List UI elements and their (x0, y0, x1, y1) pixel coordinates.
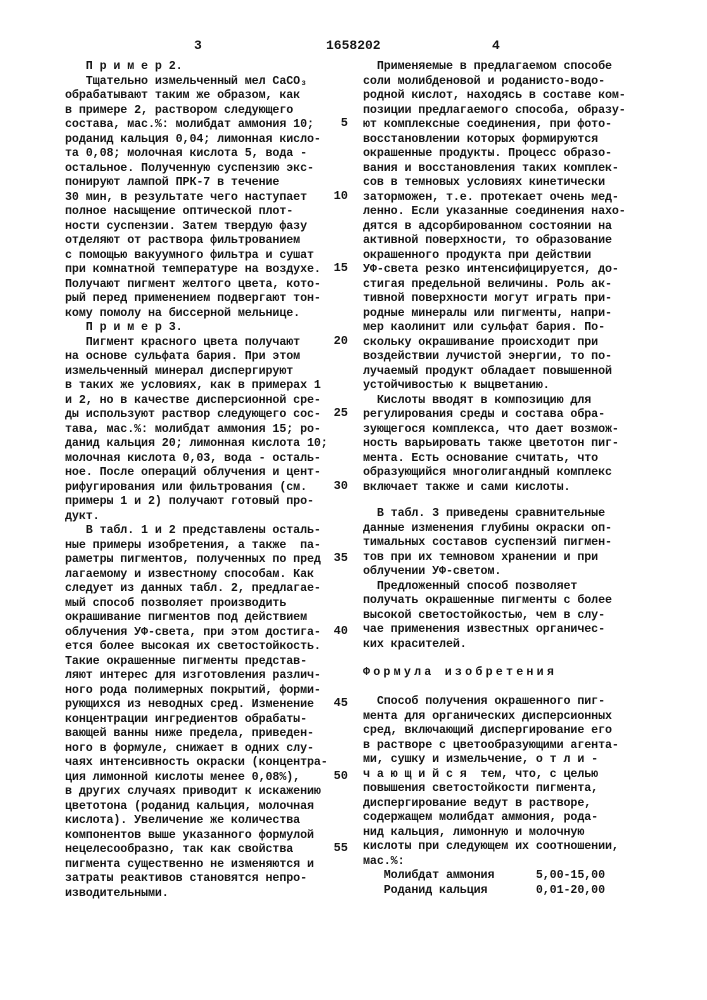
claim-line: кислоты при следующем их соотношении, (363, 839, 619, 854)
text-line: облучении УФ-светом. (363, 564, 612, 579)
text-line: ких красителей. (363, 637, 612, 652)
text-line: лагаемому и известному способам. Как (65, 567, 350, 582)
text-line: состава, мас.%: молибдат аммония 10; (65, 117, 350, 132)
claim-line: содержащем молибдат аммония, рода- (363, 810, 619, 825)
page-number-right: 4 (492, 38, 500, 53)
text-line: тов при их темновом хранении и при (363, 550, 612, 565)
claim-line: Способ получения окрашенного пиг- (363, 694, 619, 709)
text-line: и 2, но в качестве дисперсионной сре- (65, 393, 350, 408)
text-line: В табл. 1 и 2 представлены осталь- (65, 523, 350, 538)
text-line: Такие окрашенные пигменты представ- (65, 654, 350, 669)
text-line: чае применения известных органичес- (363, 622, 612, 637)
text-line: молочная кислота 0,03, вода - осталь- (65, 451, 350, 466)
line-number: 20 (328, 334, 348, 348)
text-line: тивной поверхности могут играть при- (363, 291, 626, 306)
text-line: данид кальция 20; лимонная кислота 10; (65, 436, 350, 451)
text-line: активной поверхности, то образование (363, 233, 626, 248)
claim-line: Молибдат аммония 5,00-15,00 (363, 868, 619, 883)
text-line: регулирования среды и состава обра- (363, 407, 626, 422)
text-line: восстановлении которых формируются (363, 132, 626, 147)
text-line: цветотона (роданид кальция, молочная (65, 799, 350, 814)
line-number: 35 (328, 551, 348, 565)
text-line: дятся в адсорбированном состоянии на (363, 219, 626, 234)
text-line: позиции предлагаемого способа, образу- (363, 103, 626, 118)
text-line: пигмента существенно не изменяются и (65, 857, 350, 872)
line-number: 25 (328, 406, 348, 420)
text-line: ные примеры изобретения, а также па- (65, 538, 350, 553)
text-line: на основе сульфата бария. При этом (65, 349, 350, 364)
description-continued (363, 59, 626, 494)
text-line: ляют интерес для изготовления различ- (65, 668, 350, 683)
text-line: ется более высокая их светостойкость. (65, 639, 350, 654)
left-column (65, 59, 350, 900)
text-line: в таких же условиях, как в примерах 1 (65, 378, 350, 393)
text-line: родные минералы или пигменты, напри- (363, 306, 626, 321)
text-line: УФ-света резко интенсифицируется, до- (363, 262, 626, 277)
line-number: 40 (328, 624, 348, 638)
text-line: П р и м е р 2. (65, 59, 350, 74)
text-line: концентрации ингредиентов обрабаты- (65, 712, 350, 727)
line-number: 50 (328, 769, 348, 783)
text-line: П р и м е р 3. (65, 320, 350, 335)
claim-line: повышения светостойкости пигмента, (363, 781, 619, 796)
page-number-left: 3 (194, 38, 202, 53)
text-line: ного в формуле, снижает в одних слу- (65, 741, 350, 756)
claim-line: сред, включающий диспергирование его (363, 723, 619, 738)
text-line: остальное. Полученную суспензию экс- (65, 161, 350, 176)
line-number: 55 (328, 841, 348, 855)
line-number: 30 (328, 479, 348, 493)
text-line: следует из данных табл. 2, предлагае- (65, 581, 350, 596)
text-line: сов в темновых условиях кинетически (363, 175, 626, 190)
text-line: рый перед применением подвергают тон- (65, 291, 350, 306)
text-line: Получают пигмент желтого цвета, кото- (65, 277, 350, 292)
claim-line: мента для органических дисперсионных (363, 709, 619, 724)
text-line: окрашивание пигментов под действием (65, 610, 350, 625)
text-line: мента. Есть основание считать, что (363, 451, 626, 466)
text-line: 30 мин, в результате чего наступает (65, 190, 350, 205)
text-line: Кислоты вводят в композицию для (363, 393, 626, 408)
text-line: та 0,08; молочная кислота 5, вода - (65, 146, 350, 161)
text-line: окрашенные продукты. Процесс образо- (363, 146, 626, 161)
line-number: 5 (328, 116, 348, 130)
text-line: Предложенный способ позволяет (363, 579, 612, 594)
text-line: обрабатывают таким же образом, как (65, 88, 350, 103)
text-line: затраты реактивов становятся непро- (65, 871, 350, 886)
text-line: ленно. Если указанные соединения нахо- (363, 204, 626, 219)
line-number: 45 (328, 696, 348, 710)
text-line: полное насыщение оптической плот- (65, 204, 350, 219)
text-line: измельченный минерал диспергируют (65, 364, 350, 379)
text-line: заторможен, т.е. протекает очень мед- (363, 190, 626, 205)
text-line: образующийся многолигандный комплекс (363, 465, 626, 480)
text-line: чаях интенсивность окраски (концентра- (65, 755, 350, 770)
text-line: соли молибденовой и роданисто-водо- (363, 74, 626, 89)
text-line: данные изменения глубины окраски оп- (363, 521, 612, 536)
claim-line: Роданид кальция 0,01-20,00 (363, 883, 619, 898)
text-line: ное. После операций облучения и цент- (65, 465, 350, 480)
text-line: тава, мас.%: молибдат аммония 15; ро- (65, 422, 350, 437)
text-line: стигая предельной величины. Роль ак- (363, 277, 626, 292)
text-line: компонентов выше указанного формулой (65, 828, 350, 843)
text-line: дукт. (65, 509, 350, 524)
claim-line: мас.%: (363, 854, 619, 869)
text-line: тимальных составов суспензий пигмен- (363, 535, 612, 550)
text-line: в примере 2, раствором следующего (65, 103, 350, 118)
text-line: получать окрашенные пигменты с более (363, 593, 612, 608)
text-line: ют комплексные соединения, при фото- (363, 117, 626, 132)
text-line: устойчивостью к выцветанию. (363, 378, 626, 393)
text-line: примеры 1 и 2) получают готовый про- (65, 494, 350, 509)
claim-line: диспергирование ведут в растворе, (363, 796, 619, 811)
text-line: рифугирования или фильтрования (см. (65, 480, 350, 495)
text-line: Применяемые в предлагаемом способе (363, 59, 626, 74)
text-line: скольку окрашивание происходит при (363, 335, 626, 350)
text-line: облучения УФ-света, при этом достига- (65, 625, 350, 640)
text-line: лучаемый продукт обладает повышенной (363, 364, 626, 379)
patent-number: 1658202 (326, 38, 381, 53)
text-line: при комнатной температуре на воздухе. (65, 262, 350, 277)
claim-line: ч а ю щ и й с я тем, что, с целью (363, 767, 619, 782)
line-number: 10 (328, 189, 348, 203)
line-number: 15 (328, 261, 348, 275)
text-line: с помощью вакуумного фильтра и сушат (65, 248, 350, 263)
claim-line: нид кальция, лимонную и молочную (363, 825, 619, 840)
text-line: в других случаях приводит к искажению (65, 784, 350, 799)
text-line: ность варьировать также цветотон пиг- (363, 436, 626, 451)
text-line: ды используют раствор следующего сос- (65, 407, 350, 422)
table-reference-paragraph (363, 506, 612, 651)
text-line: зующегося комплекса, что дает возмож- (363, 422, 626, 437)
text-line: рующихся из неводных сред. Изменение (65, 697, 350, 712)
text-line: ности суспензии. Затем твердую фазу (65, 219, 350, 234)
formula-heading: Формула изобретения (363, 665, 557, 679)
text-line: кому помолу на биссерной мельнице. (65, 306, 350, 321)
text-line: вания и восстановления таких комплек- (363, 161, 626, 176)
text-line: Пигмент красного цвета получают (65, 335, 350, 350)
text-line: раметры пигментов, полученных по пред (65, 552, 350, 567)
text-line: ного рода полимерных покрытий, форми- (65, 683, 350, 698)
text-line: кислота). Увеличение же количества (65, 813, 350, 828)
text-line: понируют лампой ПРК-7 в течение (65, 175, 350, 190)
text-line: воздействии лучистой энергии, то по- (363, 349, 626, 364)
text-line: В табл. 3 приведены сравнительные (363, 506, 612, 521)
text-line: изводительными. (65, 886, 350, 901)
text-line: Тщательно измельченный мел CaCO₃ (65, 74, 350, 89)
text-line: родной кислот, находясь в составе ком- (363, 88, 626, 103)
text-line: окрашенного продукта при действии (363, 248, 626, 263)
claim-line: ми, сушку и измельчение, о т л и - (363, 752, 619, 767)
text-line: отделяют от раствора фильтрованием (65, 233, 350, 248)
text-line: ция лимонной кислоты менее 0,08%), (65, 770, 350, 785)
text-line: мый способ позволяет производить (65, 596, 350, 611)
text-line: включает также и сами кислоты. (363, 480, 626, 495)
text-line: нецелесообразно, так как свойства (65, 842, 350, 857)
text-line: высокой светостойкостью, чем в слу- (363, 608, 612, 623)
text-line: мер каолинит или сульфат бария. По- (363, 320, 626, 335)
claim-line: в растворе с цветообразующими агента- (363, 738, 619, 753)
text-line: роданид кальция 0,04; лимонная кисло- (65, 132, 350, 147)
text-line: вающей ванны ниже предела, приведен- (65, 726, 350, 741)
claims (363, 694, 619, 897)
